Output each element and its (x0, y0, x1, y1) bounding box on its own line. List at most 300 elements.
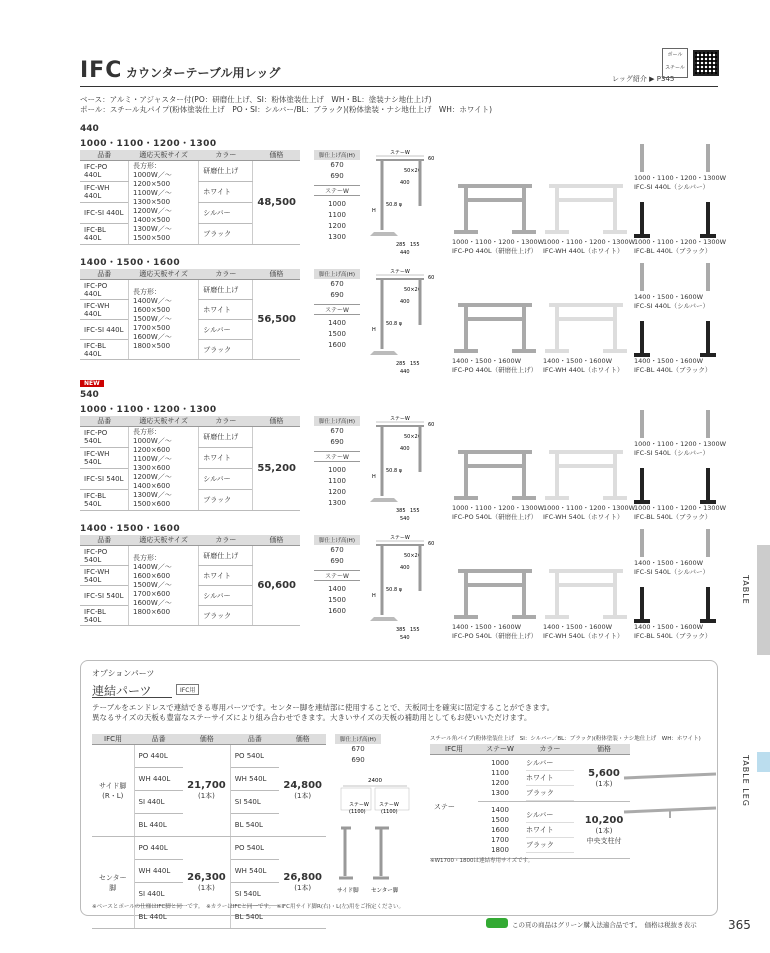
series-540-heading: 540 (80, 390, 99, 400)
fit-size: 1600W／～1800×500 (133, 333, 172, 350)
fit-sizes (129, 546, 199, 626)
leg-photo (452, 180, 538, 236)
color-cell: シルバー (199, 586, 253, 606)
dim-2400: 2400 (368, 778, 382, 784)
leg-caption (543, 238, 635, 256)
stay-value: 1400 (328, 585, 346, 593)
dim-label: 540 (400, 516, 410, 522)
caption-size: 1000・1100・1200・1300W (543, 238, 636, 246)
caption-size: 1000・1100・1200・1300W (634, 174, 727, 182)
height-header: 脚仕上げ高(H) (314, 416, 360, 426)
color-cell: ホワイト (199, 566, 253, 586)
spec-table (80, 269, 300, 360)
height-value: 670 (351, 745, 365, 753)
stay-value: 1300 (328, 499, 346, 507)
col-header: 適応天板サイズ (129, 150, 199, 161)
price-unit: (1本) (595, 826, 613, 835)
series-title: IFC (80, 58, 123, 83)
leg-caption-black (634, 623, 711, 641)
options-title: 連結パーツ (92, 684, 152, 698)
stay-width: 1500 (491, 816, 509, 824)
caption-size: 1000・1100・1200・1300W (452, 504, 545, 512)
stay-widths (478, 755, 522, 802)
leg-caption-black (634, 357, 711, 375)
option-code: WH 440L (134, 768, 183, 791)
stay-value: 1400 (328, 319, 346, 327)
leg-caption (543, 504, 635, 522)
caption-size: 1400・1500・1600W (634, 623, 704, 631)
leg-link[interactable]: レッグ紹介 ▶ P345 (612, 75, 675, 83)
product-code: IFC-PO 440L (80, 161, 129, 182)
dim-label: 400 (400, 446, 410, 452)
stay-width: 1300 (491, 789, 509, 797)
caption-code: IFC-PO 540L（研磨仕上げ） (452, 632, 538, 640)
height-table (314, 150, 360, 243)
stay-value: 1100 (328, 477, 346, 485)
fit-sizes (129, 427, 199, 511)
caption-size: 1400・1500・1600W (634, 559, 704, 567)
option-code: PO 540L (230, 745, 279, 768)
color-cell: ホワイト (199, 300, 253, 320)
option-code: BL 540L (230, 814, 279, 837)
caption-code: IFC-BL 440L（ブラック） (634, 366, 712, 374)
stay-value: 1100 (328, 211, 346, 219)
caption-size: 1000・1100・1200・1300W (634, 504, 727, 512)
height-value: 690 (351, 756, 365, 764)
spec-table (80, 150, 300, 245)
col-header: カラー (199, 150, 253, 161)
base-note: ベース：アルミ・アジャスター付(PO：研磨仕上げ、SI：粉体塗装仕上げ WH・BL：塗装ナシ地仕上げ) (80, 95, 432, 104)
stay-header: ステーW (314, 185, 360, 196)
product-code: IFC-WH 540L (80, 448, 129, 469)
color-cell: ブラック (199, 224, 253, 245)
table-row (80, 161, 300, 182)
price-unit: (1本) (294, 884, 312, 892)
product-code: IFC-SI 540L (80, 469, 129, 490)
side-tab-table-leg[interactable] (757, 752, 770, 772)
stay-color: ブラック (526, 838, 574, 853)
ball-box-line: スチール (665, 65, 685, 71)
stay-width: 1700 (491, 836, 509, 844)
shape-label: 長方形： (133, 288, 161, 296)
center-leg-label: センター脚 (371, 888, 399, 894)
product-code: IFC-PO 540L (80, 546, 129, 566)
dim-label: 440 (400, 250, 410, 256)
height-table (314, 535, 360, 617)
color-cell: 研磨仕上げ (199, 427, 253, 448)
price: 56,500 (253, 280, 300, 360)
caption-size: 1000・1100・1200・1300W (634, 440, 727, 448)
stay-value: 1000 (328, 466, 346, 474)
leg-type: サイド脚 (R・L) (92, 745, 134, 837)
table-row (80, 280, 300, 300)
dim-label: ステーW (390, 150, 410, 156)
caption-size: 1400・1500・1600W (452, 623, 522, 631)
dim-label: 50.8 φ (386, 321, 403, 327)
height-value: 670 (330, 546, 344, 554)
caption-code: IFC-WH 440L（ホワイト） (543, 366, 624, 374)
product-code: IFC-PO 540L (80, 427, 129, 448)
color-cell: ブラック (199, 340, 253, 360)
dim-label: 155 (410, 361, 420, 367)
leg-caption-black (634, 238, 726, 256)
leg-caption-side (634, 440, 726, 458)
color-cell: ホワイト (199, 448, 253, 469)
stay-table (430, 744, 630, 859)
height-value: 690 (330, 438, 344, 446)
connector-table (92, 734, 326, 929)
dimension-drawing (368, 267, 440, 375)
dim-label: 60 (428, 422, 435, 428)
leg-caption (452, 238, 544, 256)
caption-size: 1000・1100・1200・1300W (452, 238, 545, 246)
fit-size: 1100W／～1300×600 (133, 455, 172, 472)
option-code: BL 440L (134, 906, 183, 929)
leg-caption (543, 623, 624, 641)
col-header: 適応天板サイズ (129, 535, 199, 546)
leg-caption-side (634, 293, 709, 311)
new-badge: NEW (80, 380, 104, 387)
leg-photo (452, 565, 538, 621)
dim-label: 400 (400, 299, 410, 305)
col-header: 価格 (183, 734, 230, 745)
option-price (279, 837, 326, 929)
spec-table (80, 535, 300, 626)
dim-label: 155 (410, 242, 420, 248)
stay-header: ステーW (314, 451, 360, 462)
col-header: 価格 (253, 150, 300, 161)
shape-label: 長方形： (133, 554, 161, 562)
caption-code: IFC-BL 440L（ブラック） (634, 247, 712, 255)
option-code: PO 440L (134, 745, 183, 768)
option-height-table (335, 734, 381, 766)
price-unit: (1本) (294, 792, 312, 800)
col-header: カラー (522, 744, 578, 755)
dim-stay: ステーW (349, 802, 369, 808)
pole-note: ポール：スチール丸パイプ(粉体塗装仕上げ PO・SI：シルバー/BL：ブラック)(粉体塗装・ナシ地仕上げ WH：ホワイト) (80, 105, 493, 114)
color-cell: 研磨仕上げ (199, 546, 253, 566)
side-tab-table-leg-label: TABLE LEG (741, 755, 750, 807)
stay-value: 1600 (328, 607, 346, 615)
stay-value: 1000 (328, 200, 346, 208)
product-code: IFC-SI 440L (80, 320, 129, 340)
stay-width: 1200 (491, 779, 509, 787)
stay-width: 1600 (491, 826, 509, 834)
dim-stay-val: (1100) (349, 809, 366, 815)
col-header: 適応天板サイズ (129, 416, 199, 427)
stay-color: ホワイト (526, 823, 574, 838)
caption-size: 1000・1100・1200・1300W (634, 238, 727, 246)
stay-color: ホワイト (526, 771, 574, 786)
size-heading: 1000・1100・1200・1300 (80, 139, 217, 149)
product-code: IFC-WH 440L (80, 182, 129, 203)
price-value: 5,600 (588, 767, 620, 779)
col-header: 価格 (253, 416, 300, 427)
price-value: 10,200 (584, 814, 624, 826)
option-code: WH 540L (230, 860, 279, 883)
dim-label: 400 (400, 180, 410, 186)
col-header: IFC用 (92, 734, 134, 745)
dim-label: ステーW (390, 269, 410, 275)
option-code: WH 440L (134, 860, 183, 883)
stay-value: 1200 (328, 222, 346, 230)
caption-size: 1400・1500・1600W (452, 357, 522, 365)
leg-caption-side (634, 174, 726, 192)
fit-size: 1500W／～1700×500 (133, 315, 172, 332)
stay-color: ブラック (526, 786, 574, 801)
leg-photo-side (632, 261, 718, 361)
dim-label: 50.8 φ (386, 202, 403, 208)
option-code: PO 440L (134, 837, 183, 860)
ball-box-line: ボール (667, 52, 683, 58)
table-row (430, 755, 630, 802)
options-category: オプションパーツ (92, 669, 155, 678)
dimension-drawing (368, 148, 440, 256)
stay-value: 1600 (328, 341, 346, 349)
connector-diagram (335, 772, 415, 898)
color-cell: ブラック (199, 606, 253, 626)
height-table (314, 416, 360, 509)
dim-label: H (372, 327, 376, 333)
stay-header: ステーW (314, 304, 360, 315)
dimension-drawing (368, 414, 440, 522)
dim-label: 155 (410, 508, 420, 514)
size-heading: 1400・1500・1600 (80, 524, 181, 534)
leg-photo (452, 299, 538, 355)
stay-color: シルバー (526, 808, 574, 823)
dim-label: ステーW (390, 535, 410, 541)
fit-size: 1000W／～1200×500 (133, 171, 172, 188)
stay-width: 1800 (491, 846, 509, 854)
ifc-badge: IFC用 (176, 684, 199, 695)
option-price (279, 745, 326, 837)
fit-size: 1400W／～1600×500 (133, 297, 172, 314)
stay-title: スチール角パイプ(粉体塗装仕上げ SI：シルバー／BL：ブラック)(粉体塗装・ナシ地仕上げ WH：ホワイト) (430, 736, 701, 742)
shape-label: 長方形： (133, 428, 161, 436)
price-unit: (1本) (198, 792, 215, 800)
dim-label: 385 (396, 508, 406, 514)
stay-value: 1500 (328, 596, 346, 604)
stay-color: シルバー (526, 756, 574, 771)
green-mark-icon (486, 918, 508, 928)
option-code: SI 540L (230, 791, 279, 814)
product-code: IFC-PO 440L (80, 280, 129, 300)
height-value: 670 (330, 427, 344, 435)
color-cell: 研磨仕上げ (199, 161, 253, 182)
price: 55,200 (253, 427, 300, 511)
col-header: 品番 (80, 269, 129, 280)
height-value: 690 (330, 557, 344, 565)
col-header: 品番 (230, 734, 279, 745)
color-cell: ブラック (199, 490, 253, 511)
color-cell: 研磨仕上げ (199, 280, 253, 300)
caption-code: IFC-PO 440L（研磨仕上げ） (452, 247, 538, 255)
leg-caption (452, 504, 544, 522)
leg-caption (452, 623, 537, 641)
col-header: 価格 (253, 535, 300, 546)
col-header: 品番 (80, 150, 129, 161)
col-header: カラー (199, 269, 253, 280)
dim-label: 50×20 (404, 553, 421, 559)
col-header: カラー (199, 416, 253, 427)
stay-width: 1000 (491, 759, 509, 767)
fit-size: 1200W／～1400×500 (133, 207, 172, 224)
height-header: 脚仕上げ高(H) (314, 535, 360, 545)
table-row (80, 427, 300, 448)
table-row (92, 837, 326, 860)
caption-code: IFC-SI 440L（シルバー） (634, 302, 710, 310)
caption-code: IFC-WH 540L（ホワイト） (543, 632, 624, 640)
option-price (183, 745, 230, 837)
fit-size: 1100W／～1300×500 (133, 189, 172, 206)
table-row (92, 745, 326, 768)
col-header: 価格 (253, 269, 300, 280)
stay-label: ステー (430, 755, 478, 859)
side-leg-label: サイド脚 (337, 888, 359, 894)
fit-sizes (129, 161, 199, 245)
dim-label: 50.8 φ (386, 468, 403, 474)
fit-size: 1300W／～1500×500 (133, 225, 172, 242)
price-unit: (1本) (595, 779, 613, 788)
col-header: 品番 (134, 734, 183, 745)
price: 48,500 (253, 161, 300, 245)
header-rule (80, 86, 718, 87)
stay-value: 1500 (328, 330, 346, 338)
series-440-heading: 440 (80, 124, 99, 134)
caption-code: IFC-WH 540L（ホワイト） (543, 513, 624, 521)
fit-size: 1500W／～1700×600 (133, 581, 172, 598)
fit-sizes (129, 280, 199, 360)
option-code: PO 540L (230, 837, 279, 860)
options-desc-1: テーブルをエンドレスで連結できる専用パーツです。センター脚を連結部に使用することで、天板同士を確実に固定することができます。 (92, 703, 555, 712)
col-header: 適応天板サイズ (129, 269, 199, 280)
leg-photo-side (632, 142, 718, 242)
option-code: SI 540L (230, 883, 279, 906)
option-code: WH 540L (230, 768, 279, 791)
ball-box (662, 48, 688, 78)
color-cell: ホワイト (199, 182, 253, 203)
dim-label: 285 (396, 361, 406, 367)
height-value: 670 (330, 161, 344, 169)
stay-note: ※W1700・1800は連結専用サイズです。 (430, 858, 534, 864)
stay-value: 1300 (328, 233, 346, 241)
dim-label: 50×20 (404, 287, 421, 293)
leg-photo-side (632, 408, 718, 508)
table-row (80, 546, 300, 566)
product-code: IFC-WH 540L (80, 566, 129, 586)
caption-code: IFC-PO 540L（研磨仕上げ） (452, 513, 538, 521)
dim-label: 540 (400, 635, 410, 641)
stay-colors (522, 755, 578, 802)
leg-type: センター脚 (92, 837, 134, 929)
height-value: 670 (330, 280, 344, 288)
stay-drawing (622, 770, 718, 820)
caption-code: IFC-SI 540L（シルバー） (634, 449, 710, 457)
caption-code: IFC-SI 440L（シルバー） (634, 183, 710, 191)
product-code: IFC-BL 540L (80, 490, 129, 511)
option-price (183, 837, 230, 929)
product-code: IFC-BL 440L (80, 340, 129, 360)
green-note: この頁の商品はグリーン購入法適合品です。 価格は税抜き表示 (512, 921, 697, 929)
stay-width: 1100 (491, 769, 509, 777)
page-title: カウンターテーブル用レッグ (126, 66, 281, 80)
dim-stay-val: (1100) (381, 809, 398, 815)
dim-label: 60 (428, 156, 435, 162)
price-value: 26,300 (187, 872, 226, 883)
leg-photo (543, 299, 629, 355)
dim-label: 440 (400, 369, 410, 375)
dim-label: 60 (428, 275, 435, 281)
options-rule (92, 697, 172, 698)
product-code: IFC-SI 440L (80, 203, 129, 224)
option-code: SI 440L (134, 883, 183, 906)
caption-size: 1400・1500・1600W (543, 357, 613, 365)
spec-table (80, 416, 300, 511)
options-desc-2: 異なるサイズの天板も豊富なステーサイズにより組み合わせできます。大きいサイズの天板の補助用としてもお使いいただけます。 (92, 713, 532, 722)
leg-photo (543, 446, 629, 502)
fit-size: 1200W／～1400×600 (133, 473, 172, 490)
dim-label: 155 (410, 627, 420, 633)
shape-label: 長方形： (133, 162, 161, 170)
option-code: SI 440L (134, 791, 183, 814)
col-header: 品番 (80, 416, 129, 427)
color-cell: シルバー (199, 203, 253, 224)
fit-size: 1000W／～1200×600 (133, 437, 172, 454)
leg-photo (543, 180, 629, 236)
caption-code: IFC-BL 540L（ブラック） (634, 632, 712, 640)
product-code: IFC-WH 440L (80, 300, 129, 320)
product-code: IFC-SI 540L (80, 586, 129, 606)
dim-label: 285 (396, 242, 406, 248)
dim-label: 50×20 (404, 168, 421, 174)
option-code: BL 540L (230, 906, 279, 929)
height-header: 脚仕上げ高(H) (314, 269, 360, 279)
caption-code: IFC-PO 440L（研磨仕上げ） (452, 366, 538, 374)
price-unit: (1本) (198, 884, 215, 892)
dim-label: H (372, 593, 376, 599)
stay-width: 1400 (491, 806, 509, 814)
page-number: 365 (728, 918, 751, 932)
stay-header: ステーW (314, 570, 360, 581)
col-header: IFC用 (430, 744, 478, 755)
leg-photo (452, 446, 538, 502)
col-header: 価格 (279, 734, 326, 745)
dim-label: 385 (396, 627, 406, 633)
options-footnote: ※ベースとポールの仕様はIFC脚と同一です。 ※カラーはIFCと同一です。 ※IFC用サイド脚R(右)・L(左)用をご指定ください。 (92, 904, 405, 910)
leg-caption (543, 357, 624, 375)
caption-size: 1400・1500・1600W (634, 293, 704, 301)
price-value: 26,800 (283, 872, 322, 883)
dim-label: H (372, 474, 376, 480)
leg-photo (543, 565, 629, 621)
col-header: ステーW (478, 744, 522, 755)
option-code: BL 440L (134, 814, 183, 837)
color-cell: シルバー (199, 320, 253, 340)
height-header: 脚仕上げ高(H) (335, 734, 381, 744)
size-heading: 1400・1500・1600 (80, 258, 181, 268)
height-header: 脚仕上げ高(H) (314, 150, 360, 160)
height-value: 690 (330, 172, 344, 180)
dim-label: H (372, 208, 376, 214)
caption-size: 1000・1100・1200・1300W (543, 504, 636, 512)
dim-label: ステーW (390, 416, 410, 422)
qr-code-icon[interactable] (693, 50, 719, 76)
price-note: 中央支柱付 (586, 836, 622, 845)
dim-label: 50.8 φ (386, 587, 403, 593)
fit-size: 1600W／～1800×600 (133, 599, 172, 616)
side-tab-table[interactable] (757, 545, 770, 655)
col-header: カラー (199, 535, 253, 546)
